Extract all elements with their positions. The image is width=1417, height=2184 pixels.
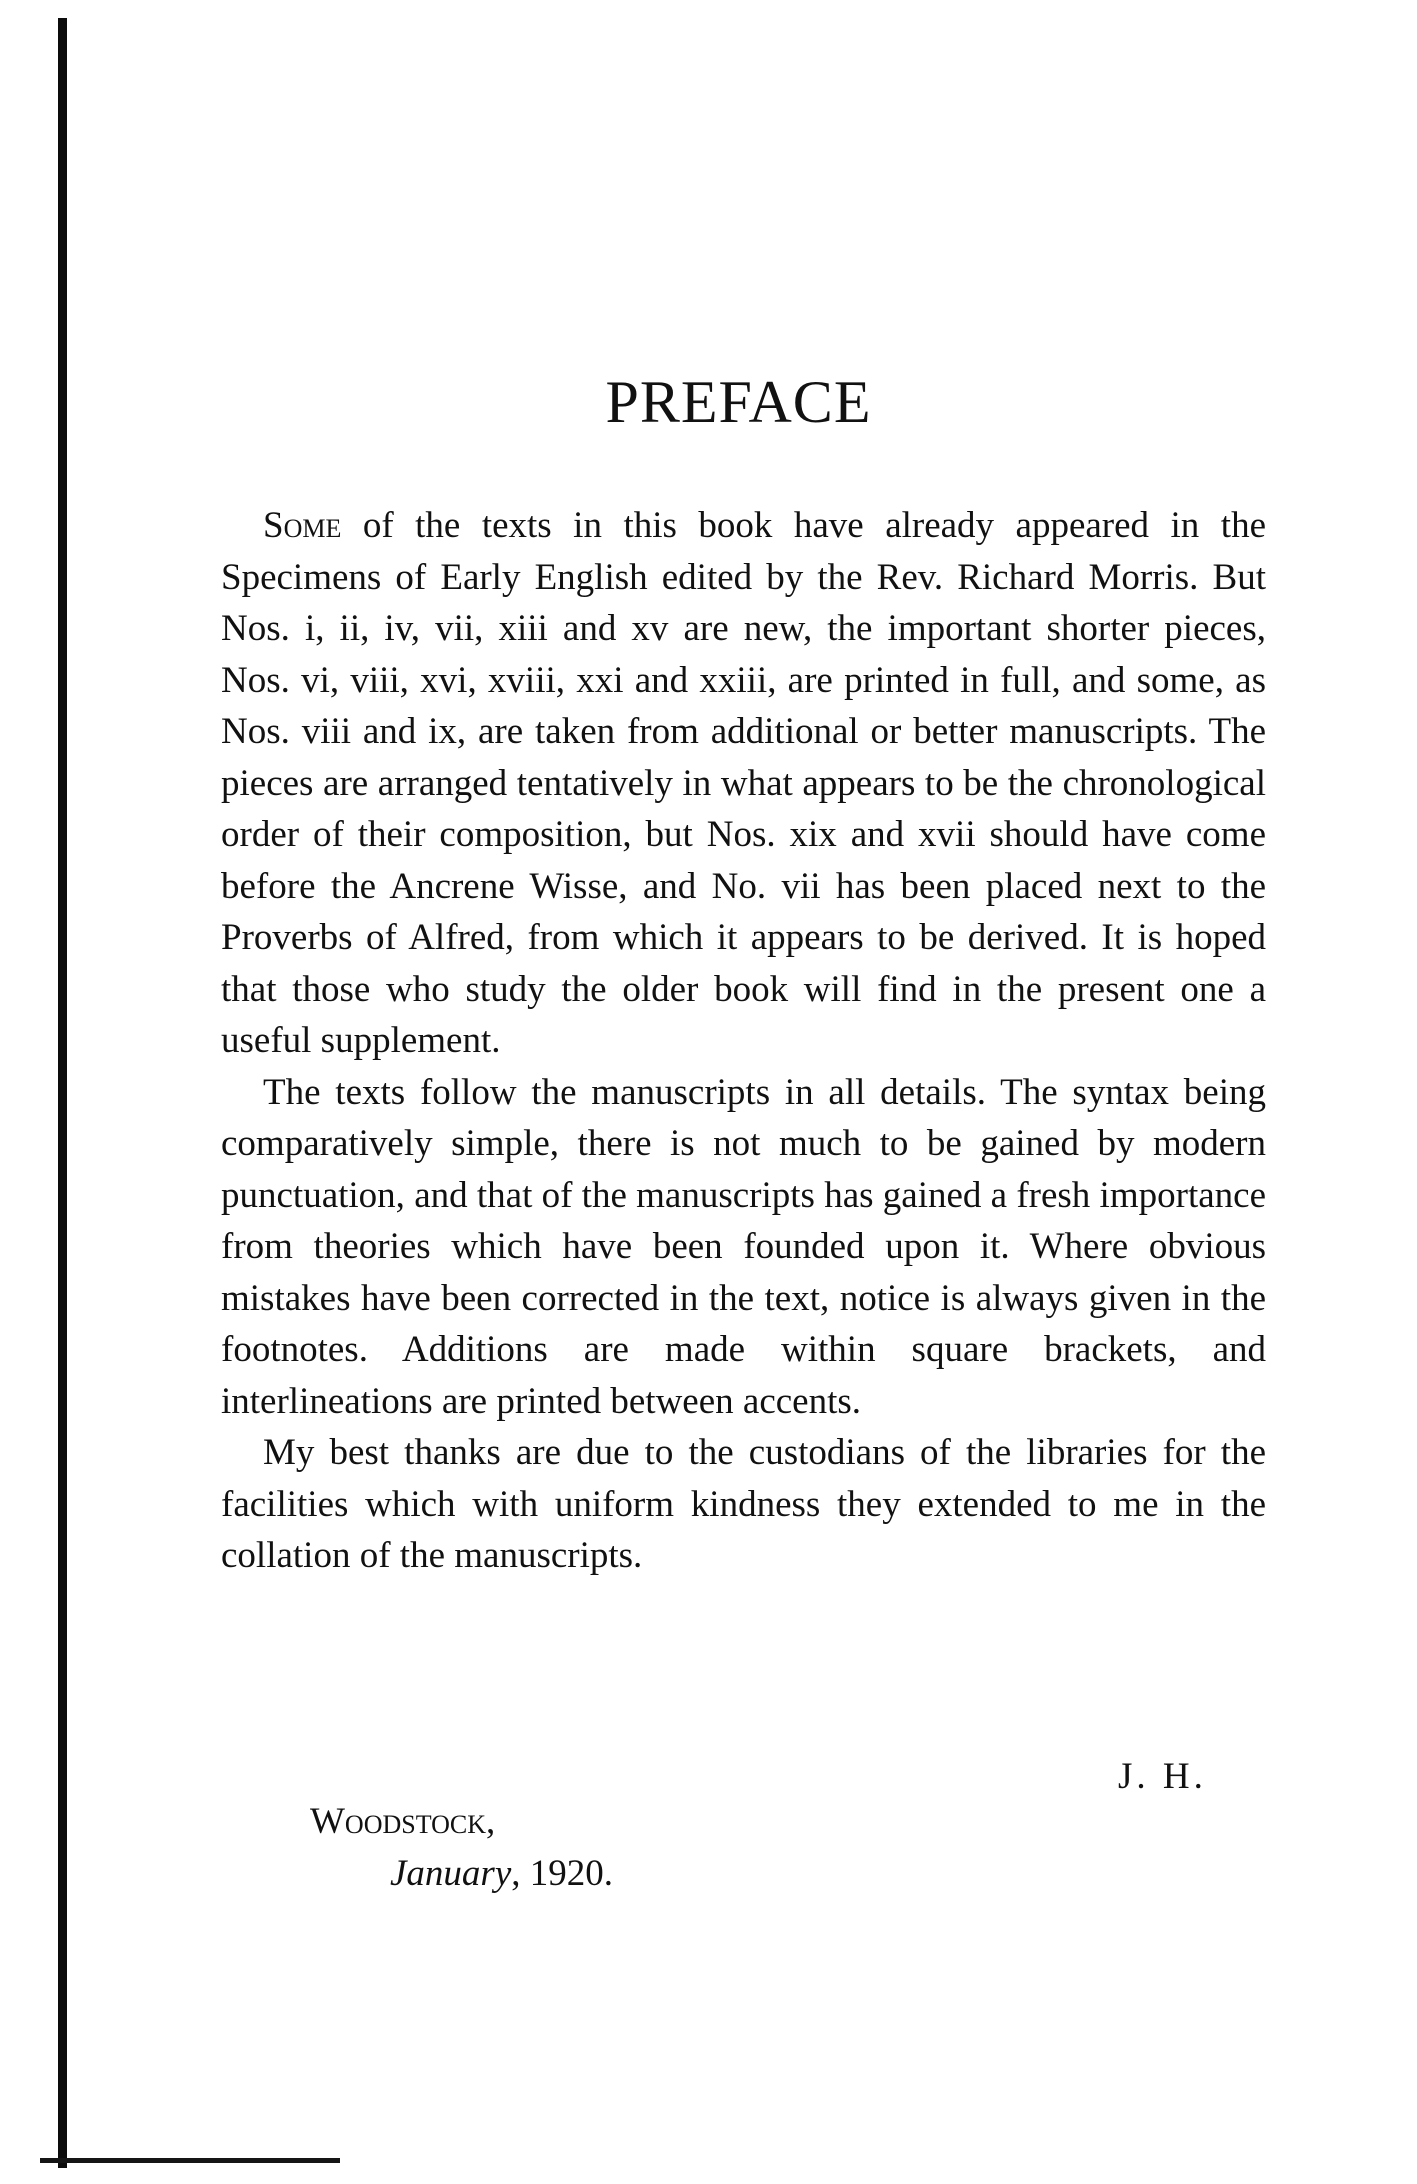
date-year: , 1920. [511,1853,613,1894]
bottom-edge-line [40,2158,340,2163]
paragraph-1-lead: Some [263,505,342,546]
preface-body [221,500,1266,1582]
date-month: January [390,1853,512,1894]
paragraph-1 [221,500,1266,1067]
paragraph-1-text: of the texts in this book have already appeared in the Specimens of Early English edited by the Rev. Richard Morris. But Nos. i, ii, iv, vii, xiii and xv are new, the important shorter pieces, Nos. vi, viii, xvi, xviii, xxi and xxiii, are printed in full, and some, as Nos. viii and ix, are taken from additional or better manuscripts. The pieces are arranged tentatively in what appears to be the chronological order of their composition, but Nos. xix and xvii should have come before the Ancrene Wisse, and No. vii has been placed next to the Proverbs of Alfred, from which it appears to be derived. It is hoped that those who study the older book will find in the present one a useful supplement. [221,505,1266,1061]
author-initials: J. H. [1118,1756,1207,1797]
paragraph-2: The texts follow the manuscripts in all details. The syntax being comparatively simple, there is not much to be gained by modern punctuation, and that of the manuscripts has gained a fresh importance from theories which have been founded upon it. Where obvious mistakes have been corrected in the text, notice is always given in the footnotes. Additions are made within square brackets, and interlineations are printed between accents. [221,1071,1266,1422]
paragraph-3: My best thanks are due to the custodians of the libraries for the facilities which with uniform kindness they extended to me in the collation of the manuscripts. [221,1432,1266,1576]
date-line [390,1855,613,1892]
place-line: Woodstock, [310,1801,496,1842]
page-title: PREFACE [605,369,872,435]
binding-edge-line [58,18,67,2168]
